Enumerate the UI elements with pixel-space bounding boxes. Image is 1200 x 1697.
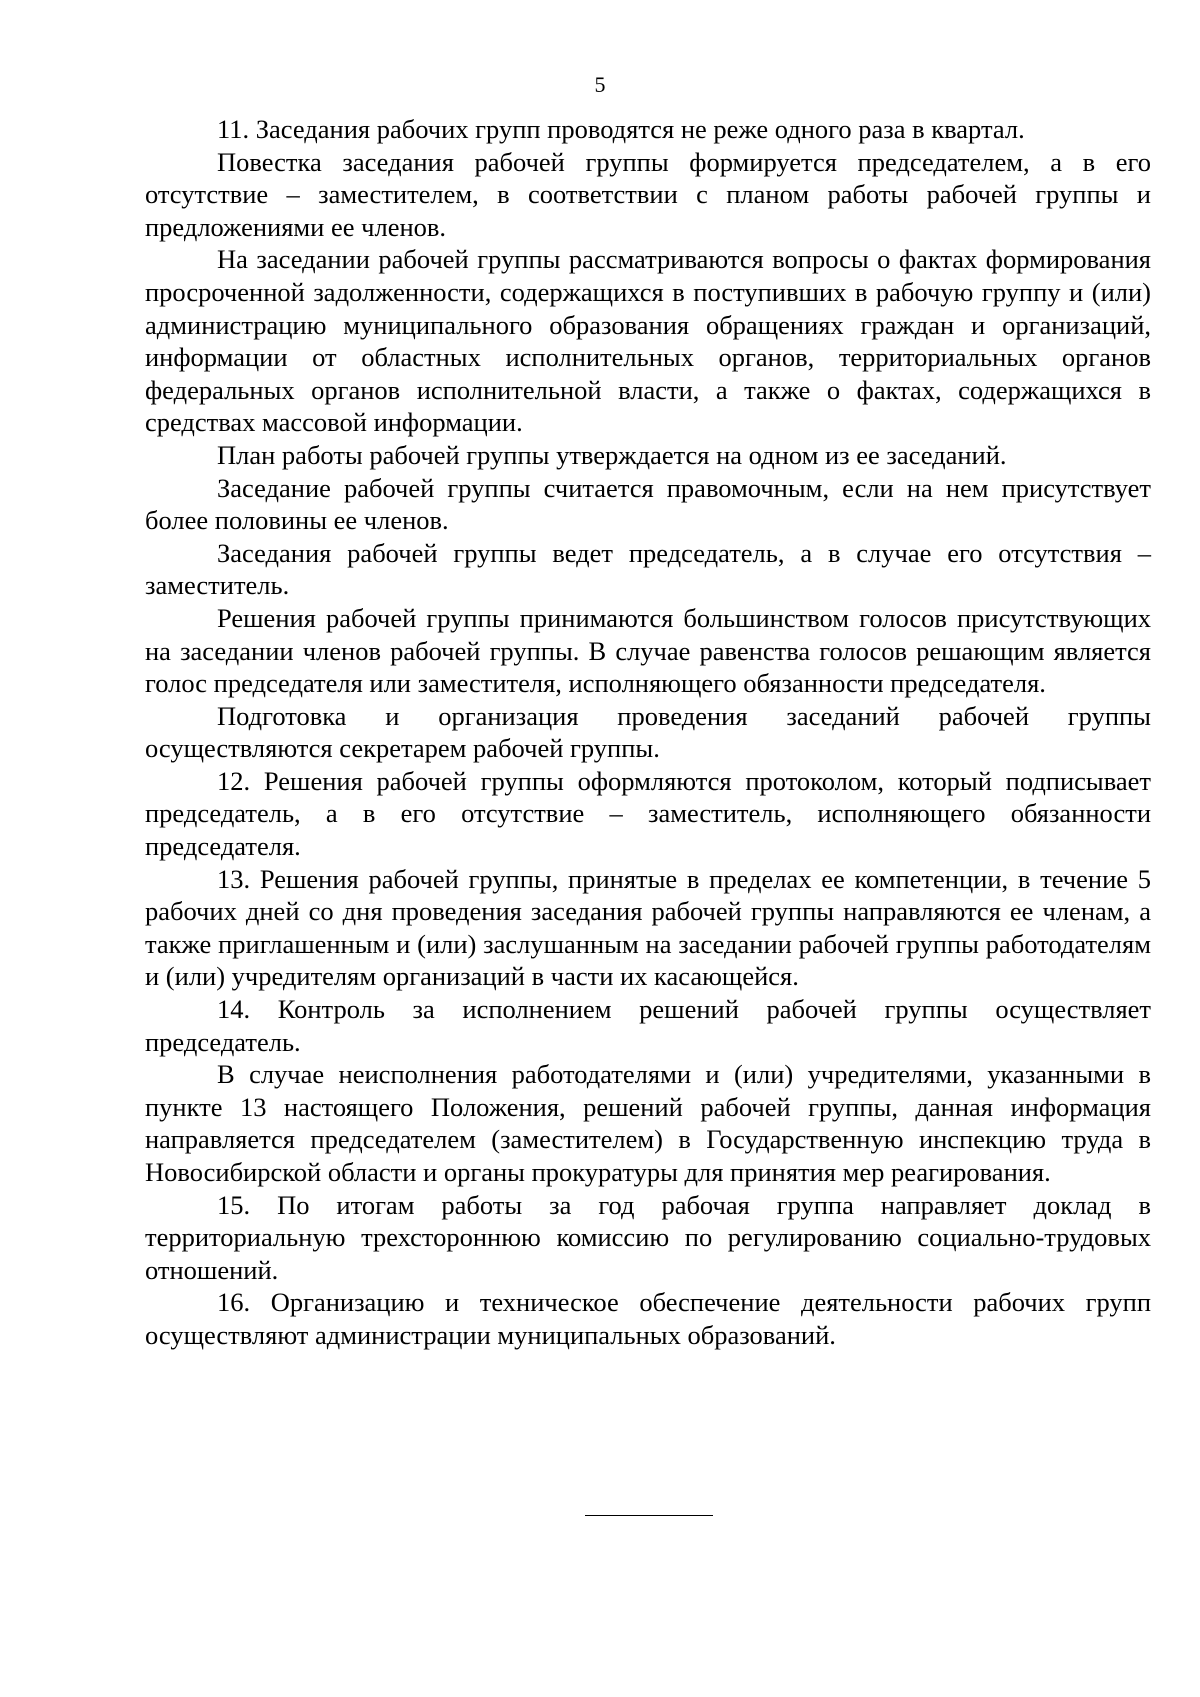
paragraph-agenda: Повестка заседания рабочей группы формируется председателем, а в его отсутствие – заместителем, в соответствии с планом работы рабочей группы и предложениями ее членов. — [145, 146, 1151, 242]
paragraph-item-16-support: 16. Организацию и техническое обеспечение деятельности рабочих групп осуществляют администрации муниципальных образований. — [145, 1287, 1151, 1350]
page-number: 5 — [594, 72, 606, 97]
paragraph-item-12-protocol: 12. Решения рабочей группы оформляются протоколом, который подписывает председатель, а в его отсутствие – заместитель, исполняющего обязанности председателя. — [145, 765, 1151, 862]
paragraph-item-15-annual-report: 15. По итогам работы за год рабочая группа направляет доклад в территориальную трехстороннюю комиссию по регулированию социально-трудовых отношений. — [145, 1189, 1151, 1285]
paragraph-meeting-topics: На заседании рабочей группы рассматриваются вопросы о фактах формирования просроченной задолженности, содержащихся в поступивших в рабочую группу и (или) администрацию муниципального образования обращениях граждан и организаций, информации от областных исполнительных органов, территориальных органов федеральных органов исполнительной власти, а также о фактах, содержащихся в средствах массовой информации. — [145, 244, 1151, 438]
paragraph-item-11-frequency: 11. Заседания рабочих групп проводятся не реже одного раза в квартал. — [217, 114, 1025, 144]
paragraph-item-14-control: 14. Контроль за исполнением решений рабочей группы осуществляет председатель. — [145, 994, 1151, 1057]
end-of-document-divider — [585, 1515, 713, 1516]
document-body — [145, 113, 1151, 1352]
paragraph-quorum: Заседание рабочей группы считается правомочным, если на нем присутствует более половины ее членов. — [145, 472, 1151, 536]
paragraph-chairing: Заседания рабочей группы ведет председатель, а в случае его отсутствия – заместитель. — [145, 537, 1151, 601]
paragraph-secretary: Подготовка и организация проведения заседаний рабочей группы осуществляются секретарем рабочей группы. — [145, 700, 1151, 764]
paragraph-item-13-distribution: 13. Решения рабочей группы, принятые в пределах ее компетенции, в течение 5 рабочих дней со дня проведения заседания рабочей группы направляются ее членам, а также приглашенным и (или) заслушанным на заседании рабочей группы работодателям и (или) учредителям организаций в части их касающейся. — [145, 863, 1151, 992]
paragraph-work-plan: План работы рабочей группы утверждается на одном из ее заседаний. — [217, 439, 1007, 470]
paragraph-voting: Решения рабочей группы принимаются большинством голосов присутствующих на заседании членов рабочей группы. В случае равенства голосов решающим является голос председателя или заместителя, исполняющего обязанности председателя. — [145, 602, 1151, 699]
paragraph-non-compliance: В случае неисполнения работодателями и (или) учредителями, указанными в пункте 13 настоящего Положения, решений рабочей группы, данная информация направляется председателем (заместителем) в Государственную инспекцию труда в Новосибирской области и органы прокуратуры для принятия мер реагирования. — [145, 1059, 1151, 1187]
